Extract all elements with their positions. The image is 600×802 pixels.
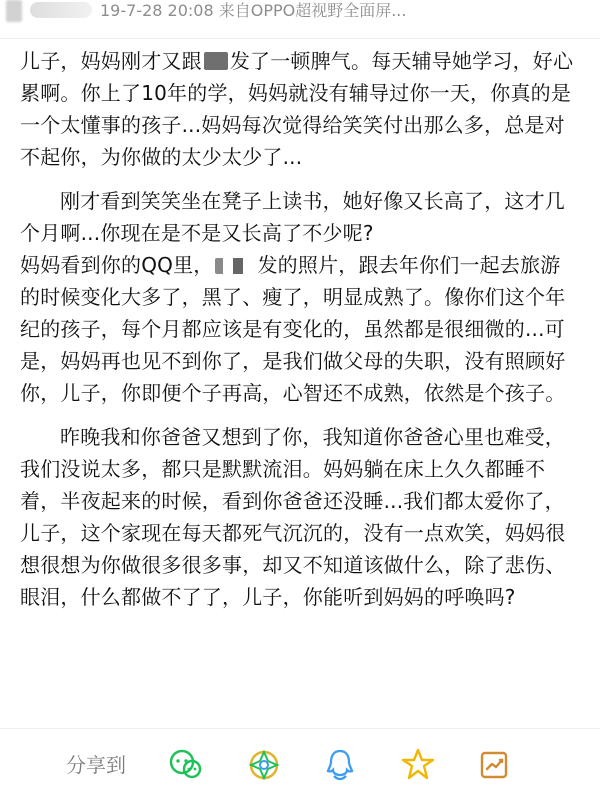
paragraph-2-text: 刚才看到笑笑坐在凳子上读书，她好像又长高了，这才几个月啊...你现在是不是又长高了不少呢? (20, 189, 565, 245)
qq-icon-svg (320, 745, 360, 785)
moments-icon-svg (244, 745, 284, 785)
wechat-icon-svg (166, 745, 206, 785)
redacted-name (204, 52, 228, 70)
moments-icon[interactable] (244, 745, 284, 785)
other-share-icon-svg (474, 745, 514, 785)
qzone-icon[interactable] (398, 745, 438, 785)
paragraph-3 (20, 249, 580, 409)
redacted-photo-source (215, 258, 255, 274)
paragraph-3-part-1: 妈妈看到你的QQ里， (20, 253, 214, 277)
post-content (0, 39, 600, 613)
paragraph-4 (20, 421, 580, 613)
redacted-username (30, 2, 92, 18)
share-label: 分享到 (66, 753, 126, 777)
wechat-icon[interactable] (166, 745, 206, 785)
paragraph-1 (20, 45, 580, 173)
share-bar (0, 728, 600, 802)
post-timestamp: 19-7-28 20:08 来自OPPO超视野全面屏... (100, 1, 407, 20)
other-share-icon[interactable] (474, 745, 514, 785)
avatar (6, 0, 22, 22)
qzone-icon-svg (398, 745, 438, 785)
paragraph-2 (20, 185, 580, 249)
qq-icon[interactable] (320, 745, 360, 785)
paragraph-4-text: 昨晚我和你爸爸又想到了你，我知道你爸爸心里也难受，我们没说太多，都只是默默流泪。妈妈躺在床上久久都睡不着，半夜起来的时候，看到你爸爸还没睡...我们都太爱你了，儿子，这个家现在每天都死气沉沉的，没有一点欢笑，妈妈很想很想为你做很多很多事，却又不知道该做什么，除了悲伤、眼泪，什么都做不了了，儿子，你能听到妈妈的呼唤吗? (20, 425, 566, 609)
paragraph-1-part-1: 儿子，妈妈刚才又跟 (20, 49, 202, 73)
paragraph-1-part-2: 发了一顿脾气。每天辅导她学习，好心累啊。你上了10年的学，妈妈就没有辅导过你一天，你真的是一个太懂事的孩子...妈妈每次觉得给笑笑付出那么多，总是对不起你，为你做的太少太少了... (20, 49, 574, 169)
post-header (0, 0, 600, 39)
paragraph-3-part-2: 发的照片，跟去年你们一起去旅游的时候变化大多了，黑了、瘦了，明显成熟了。像你们这个年纪的孩子，每个月都应该是有变化的，虽然都是很细微的...可是，妈妈再也见不到你了，是我们做父母的失职，没有照顾好你，儿子，你即便个子再高，心智还不成熟，依然是个孩子。 (20, 253, 566, 405)
